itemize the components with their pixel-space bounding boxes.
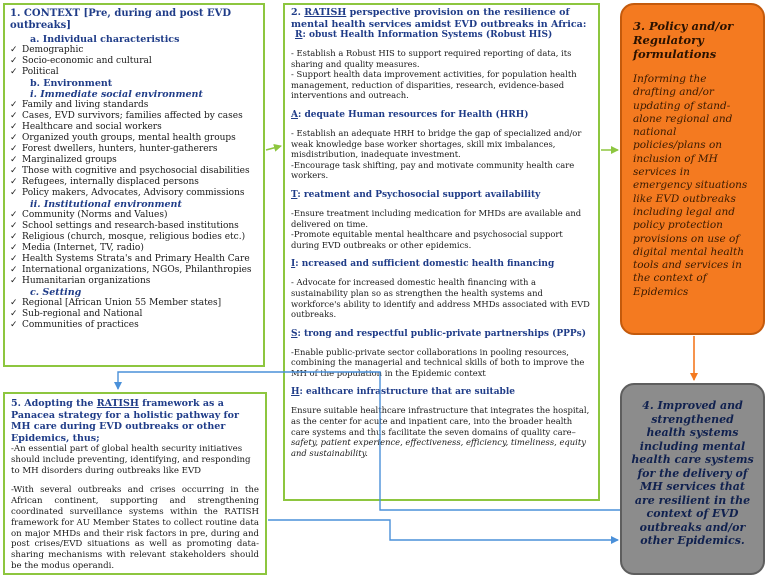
section-heading-s: S: trong and respectful public-private partnerships (PPPs) — [291, 328, 586, 339]
list-item: ✓ Religious (church, mosque, religious bodies etc.) — [10, 232, 258, 243]
list-item: ✓ Healthcare and social workers — [10, 122, 258, 133]
arrow-adopting-to-improved — [268, 520, 618, 540]
improved-systems-text: 4. Improved and strengthened health systems including mental health care systems for the delivery of MH services that are resilient in the context of EVD outbreaks and/or other Epidemics. — [631, 399, 754, 547]
environment-heading: b. Environment — [30, 78, 113, 89]
adopting-ratish-box — [3, 392, 267, 575]
section-heading-t: T: reatment and Psychosocial support availability — [291, 189, 541, 200]
adopting-paragraph-1: -An essential part of global health security initiatives should include preventing, identifying, and responding to MH disorders during outbreaks like EVD — [11, 444, 251, 476]
adopting-title-key: RATISH — [96, 398, 139, 409]
section-heading-text: ncreased and sufficient domestic health financing — [301, 259, 555, 270]
section-text-s: -Enable public-private sector collaborations in pooling resources, combining the managerial and technical skills of both to improve the MH of the population in the Epidemic context — [291, 346, 585, 378]
list-item: ✓ Communities of practices — [10, 320, 258, 331]
section-heading-text: reatment and Psychosocial support availability — [303, 189, 541, 200]
setting-list — [10, 298, 258, 331]
section-text-a: - Establish an adequate HRH to bridge the gap of specialized and/or weak knowledge base worker shortages, skill mix imbalances, misdistribution, inadequate investment. -Encourage task shifting, pay and motivate community health care workers. — [291, 127, 582, 181]
section-text-r: - Establish a Robust HIS to support required reporting of data, its sharing and quality measures. - Support health data improvement activities, for population health management, reduction of disparities, research, evidence-based interventions and outreach. — [291, 48, 577, 101]
adopting-paragraph-2: -With several outbreaks and crises occurring in the African continent, supporting and strengthening coordinated surveillance systems within the RATISH framework for AU Member States to collect routine data on major MHDs and their risk factors in pre, during and post crises/EVD situations as well as promoting data-sharing mechanisms with relevant stakeholders should be the modus operandi. — [11, 485, 259, 571]
section-text-i: - Advocate for increased domestic health financing with a sustainability plan so as strengthen the health systems and workforce's ability to identify and address MHDs associated with EVD outbreaks. — [291, 277, 590, 320]
context-box — [3, 3, 265, 367]
section-heading-a: A: dequate Human resources for Health (HRH) — [291, 109, 529, 120]
list-item: ✓ Marginalized groups — [10, 155, 258, 166]
list-item: ✓ Policy makers, Advocates, Advisory commissions — [10, 188, 258, 199]
list-item: ✓ Forest dwellers, hunters, hunter-gatherers — [10, 144, 258, 155]
list-item: ✓ Socio-economic and cultural — [10, 56, 258, 67]
list-item: ✓ Regional [African Union 55 Member states] — [10, 298, 258, 309]
section-text-h — [291, 405, 592, 458]
section-heading-h: H: ealthcare infrastructure that are suitable — [291, 387, 515, 398]
improved-systems-box — [620, 383, 765, 575]
list-item: ✓ Media (Internet, TV, radio) — [10, 243, 258, 254]
section-heading-i: I: ncreased and sufficient domestic health financing — [291, 259, 555, 270]
list-item: ✓ Cases, EVD survivors; families affected by cases — [10, 111, 258, 122]
ratish-title — [291, 7, 592, 30]
adopting-title-post: framework as a Panacea strategy for a holistic pathway for MH care during EVD outbreaks or other Epidemics, thus; — [11, 398, 239, 444]
setting-heading: c. Setting — [30, 287, 82, 298]
section-text-t: -Ensure treatment including medication for MHDs are available and delivered on time. -Promote equitable mental healthcare and psychosocial support during EVD outbreaks or other epidemics. — [291, 207, 582, 250]
section-heading-r: R: obust Health Information Systems (Robust HIS) — [295, 30, 553, 40]
ratish-box — [283, 3, 600, 501]
context-title: 1. CONTEXT [Pre, during and post EVD outbreaks] — [10, 8, 232, 31]
list-item: ✓ School settings and research-based institutions — [10, 221, 258, 232]
individual-characteristics-list — [10, 45, 258, 78]
list-item: ✓ Demographic — [10, 45, 258, 56]
section-heading-text: dequate Human resources for Health (HRH) — [304, 109, 529, 120]
ratish-title-rest: perspective provision on the resilience of mental health services amidst EVD outbreaks in Africa: — [291, 7, 587, 30]
list-item: ✓ Refugees, internally displaced persons — [10, 177, 258, 188]
adopting-title-pre: 5. Adopting the — [11, 398, 97, 409]
list-item: ✓ Those with cognitive and psychosocial disabilities — [10, 166, 258, 177]
section-letter: S — [291, 328, 298, 339]
section-text-h-body: Ensure suitable healthcare infrastructure that integrates the hospital, as the center for acute and inpatient care, into the broader health care systems and thus facilitate the seven domains of quality care– — [291, 405, 590, 437]
section-heading-text: obust Health Information Systems (Robust HIS) — [308, 30, 553, 40]
section-letter: I — [291, 259, 296, 270]
list-item: ✓ Health Systems Strata's and Primary Health Care — [10, 254, 258, 265]
policy-title: 3. Policy and/or Regulatory formulations — [633, 19, 734, 61]
policy-box — [620, 3, 765, 335]
list-item: ✓ Organized youth groups, mental health groups — [10, 133, 258, 144]
list-item: ✓ Sub-regional and National — [10, 309, 258, 320]
institutional-environment-heading: ii. Institutional environment — [30, 199, 182, 210]
institutional-environment-list — [10, 210, 258, 287]
adopting-title — [11, 398, 259, 444]
list-item: ✓ International organizations, NGOs, Philanthropies — [10, 265, 258, 276]
individual-characteristics-heading: a. Individual characteristics — [30, 34, 180, 45]
list-item: ✓ Humanitarian organizations — [10, 276, 258, 287]
list-item: ✓ Community (Norms and Values) — [10, 210, 258, 221]
section-heading-text: trong and respectful public-private partnerships (PPPs) — [303, 328, 586, 339]
section-letter: A — [291, 109, 298, 120]
section-letter: T — [291, 189, 298, 200]
arrow-context-to-ratish — [266, 146, 281, 150]
list-item: ✓ Political — [10, 67, 258, 78]
ratish-title-number: 2. — [291, 7, 305, 18]
immediate-social-environment-heading: i. Immediate social environment — [30, 89, 203, 100]
section-text-h-italic: safety, patient experience, effectiveness, efficiency, timeliness, equity and sustainability. — [291, 437, 586, 458]
ratish-title-key: RATISH — [304, 7, 347, 18]
section-letter: H — [291, 387, 300, 398]
policy-text: Informing the drafting and/or updating of stand-alone regional and national policies/plans on inclusion of MH services in emergency situations like EVD outbreaks including legal and policy protection provisions on use of digital mental health tools and services in the context of Epidemics — [633, 73, 748, 298]
immediate-social-environment-list — [10, 100, 258, 199]
list-item: ✓ Family and living standards — [10, 100, 258, 111]
section-letter: R — [295, 30, 303, 40]
section-heading-text: ealthcare infrastructure that are suitable — [305, 387, 515, 398]
